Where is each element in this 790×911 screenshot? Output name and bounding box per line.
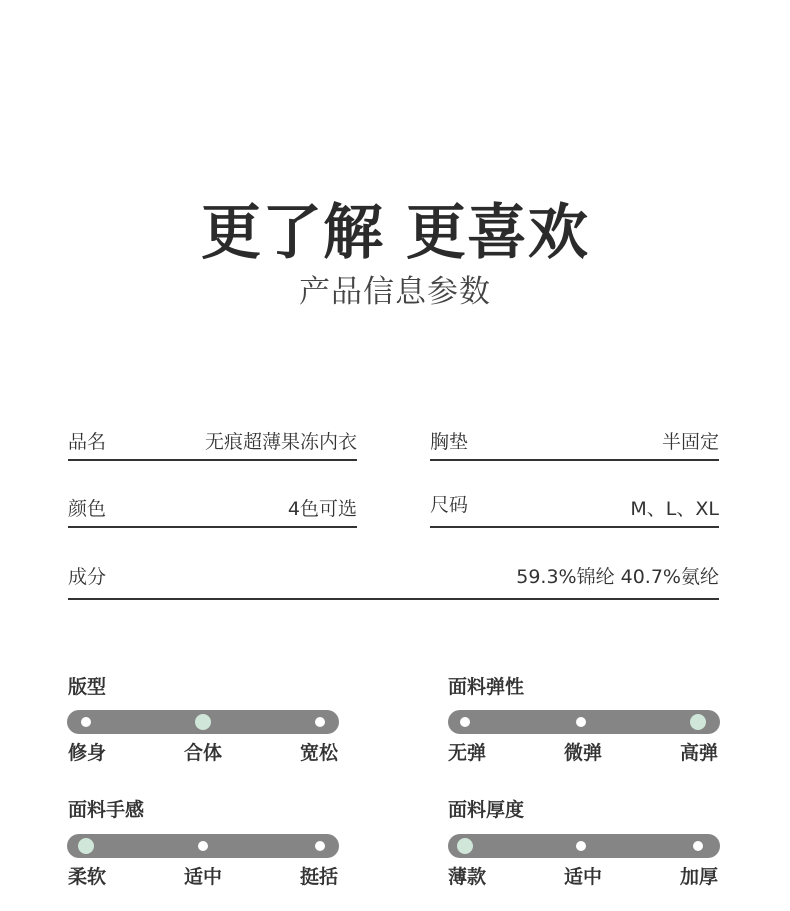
scale-label: 高弹 [680, 742, 719, 764]
spec-row-pad [430, 427, 719, 461]
scale-label: 微弹 [564, 742, 603, 764]
spec-key: 颜色 [68, 498, 107, 520]
spec-key: 品名 [68, 431, 107, 453]
scale-label: 柔软 [68, 866, 107, 888]
scale-track [67, 834, 339, 858]
scale-label: 宽松 [300, 742, 339, 764]
scale-dot [457, 838, 473, 854]
scale-track [448, 834, 720, 858]
scale-label: 合体 [184, 742, 223, 764]
scale-title: 版型 [68, 676, 107, 698]
page-subtitle: 产品信息参数 [299, 274, 491, 310]
scale-dot [690, 714, 706, 730]
scale-track [67, 710, 339, 734]
spec-key: 胸垫 [430, 431, 469, 453]
spec-value: M、L、XL [630, 498, 719, 520]
spec-value: 59.3%锦纶 40.7%氨纶 [516, 566, 719, 588]
scale-dot [198, 841, 208, 851]
scale-dot [315, 841, 325, 851]
scale-dot [315, 717, 325, 727]
scale-title: 面料弹性 [448, 676, 525, 698]
scale-dot [78, 838, 94, 854]
scale-track [448, 710, 720, 734]
scale-label: 无弹 [448, 742, 487, 764]
scale-label: 修身 [68, 742, 107, 764]
scale-dot [195, 714, 211, 730]
spec-row-size [430, 494, 719, 528]
spec-key: 尺码 [430, 494, 469, 516]
spec-row-material [68, 562, 719, 600]
spec-value: 4色可选 [287, 498, 357, 520]
spec-row-color [68, 494, 357, 528]
scale-label: 薄款 [448, 866, 487, 888]
spec-value: 半固定 [661, 431, 719, 453]
scale-label: 适中 [184, 866, 223, 888]
spec-value: 无痕超薄果冻内衣 [204, 431, 357, 453]
spec-row-name [68, 427, 357, 461]
scale-dot [693, 841, 703, 851]
scale-dot [576, 717, 586, 727]
scale-label: 挺括 [300, 866, 339, 888]
scale-label: 适中 [564, 866, 603, 888]
scale-dot [460, 717, 470, 727]
page-headline: 更了解 更喜欢 [201, 198, 589, 268]
scale-title: 面料厚度 [448, 799, 525, 821]
scale-dot [576, 841, 586, 851]
scale-dot [81, 717, 91, 727]
scale-label: 加厚 [680, 866, 719, 888]
spec-key: 成分 [68, 566, 107, 588]
scale-title: 面料手感 [68, 799, 145, 821]
